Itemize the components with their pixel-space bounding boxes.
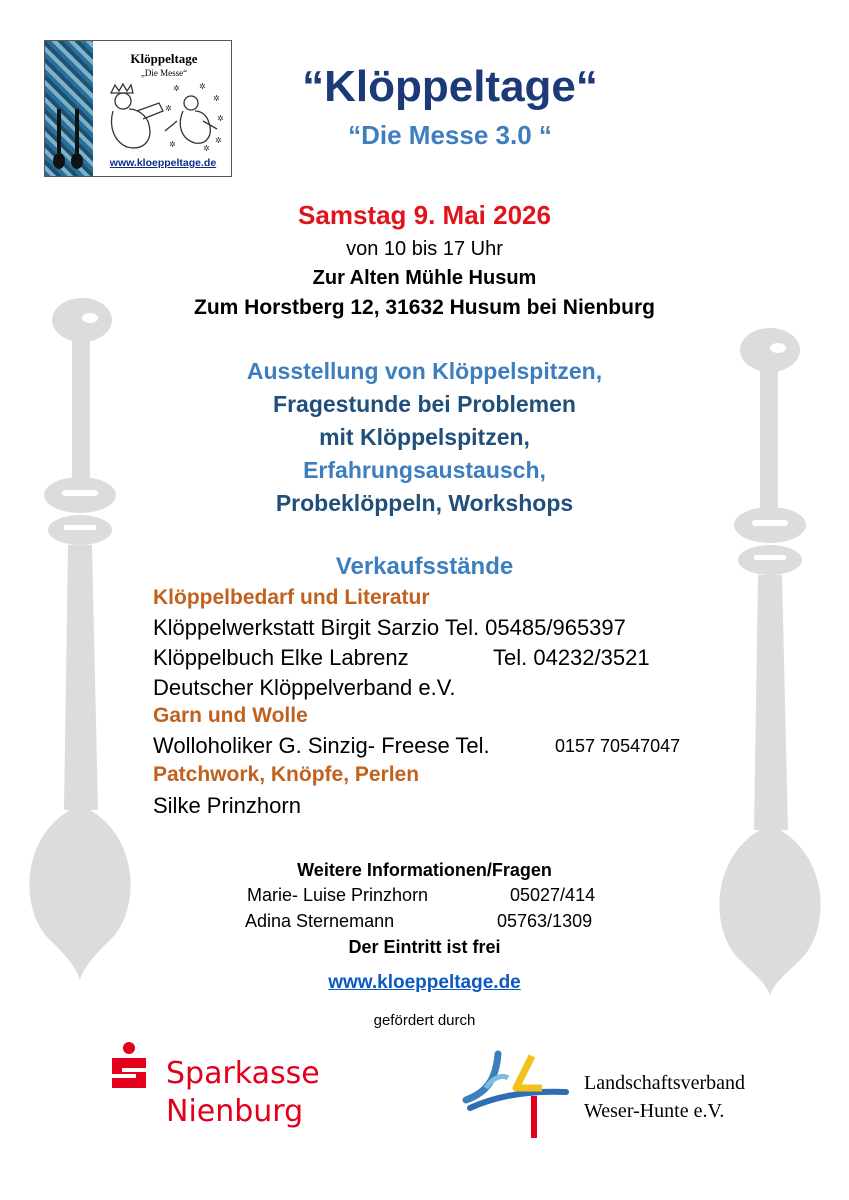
page-title: “Klöppeltage“ xyxy=(302,62,598,111)
svg-text:✲: ✲ xyxy=(169,140,176,149)
info-heading: Weitere Informationen/Fragen xyxy=(297,860,552,880)
bobbins-icon xyxy=(51,107,87,171)
vendor-entry: Silke Prinzhorn xyxy=(153,793,301,818)
program-line: Probeklöppeln, Workshops xyxy=(275,490,574,516)
vendor-entry: Wolloholiker G. Sinzig- Freese Tel. xyxy=(153,733,490,758)
event-venue: Zur Alten Mühle Husum xyxy=(312,267,537,289)
sponsor-name: Sparkasse xyxy=(166,1056,320,1091)
entry-note: Der Eintritt ist frei xyxy=(348,937,501,957)
svg-text:✲: ✲ xyxy=(173,84,180,93)
sparkasse-s-icon xyxy=(108,1042,150,1092)
vendor-category: Patchwork, Knöpfe, Perlen xyxy=(153,763,420,786)
svg-text:✲: ✲ xyxy=(203,144,210,153)
vendor-entry: Klöppelwerkstatt Birgit Sarzio Tel. 05485/965397 xyxy=(153,615,626,640)
sponsor-location: Weser-Hunte e.V. xyxy=(584,1100,725,1122)
logo-subtitle: „Die Messe“ xyxy=(140,68,188,78)
svg-text:✲: ✲ xyxy=(215,136,222,145)
contact-phone: 05027/414 xyxy=(510,885,596,905)
contact-name: Marie- Luise Prinzhorn xyxy=(247,885,429,905)
sparkasse-logo xyxy=(108,1042,338,1142)
event-date: Samstag 9. Mai 2026 xyxy=(298,200,551,230)
vendors-heading: Verkaufsstände xyxy=(335,553,514,580)
event-time: von 10 bis 17 Uhr xyxy=(346,238,503,260)
landschaftsverband-emblem-icon xyxy=(462,1048,572,1144)
bobbin-right-illustration xyxy=(708,320,838,995)
vendor-entry: Deutscher Klöppelverband e.V. xyxy=(153,675,456,700)
vendor-phone: 0157 70547047 xyxy=(555,736,681,756)
contact-name: Adina Sternemann xyxy=(245,911,395,931)
svg-text:✲: ✲ xyxy=(165,104,172,113)
vendor-category: Klöppelbedarf und Literatur xyxy=(153,586,430,609)
svg-text:✲: ✲ xyxy=(213,94,220,103)
program-line: Erfahrungsaustausch, xyxy=(303,457,546,483)
page-subtitle: “Die Messe 3.0 “ xyxy=(348,120,552,150)
musicians-drawing-icon xyxy=(103,81,227,153)
logo-title: Klöppeltage xyxy=(130,51,198,66)
event-logo xyxy=(44,40,232,177)
program-line: Fragestunde bei Problemen xyxy=(273,391,576,417)
program-line: Ausstellung von Klöppelspitzen, xyxy=(246,358,603,384)
contact-phone: 05763/1309 xyxy=(497,911,593,931)
vendor-phone: Tel. 04232/3521 xyxy=(493,645,650,670)
svg-text:✲: ✲ xyxy=(217,114,224,123)
funded-by-label: gefördert durch xyxy=(373,1012,476,1029)
vendor-category: Garn und Wolle xyxy=(153,704,308,727)
program-line: mit Klöppelspitzen, xyxy=(319,424,530,450)
event-address: Zum Horstberg 12, 31632 Husum bei Nienburg xyxy=(194,296,655,319)
website-link[interactable]: www.kloeppeltage.de xyxy=(328,972,521,993)
logo-url: www.kloeppeltage.de xyxy=(109,157,217,169)
vendor-entry: Klöppelbuch Elke Labrenz xyxy=(153,645,409,670)
svg-text:✲: ✲ xyxy=(199,82,206,91)
sponsor-location: Nienburg xyxy=(166,1094,304,1129)
sponsor-name: Landschaftsverband xyxy=(584,1072,746,1094)
